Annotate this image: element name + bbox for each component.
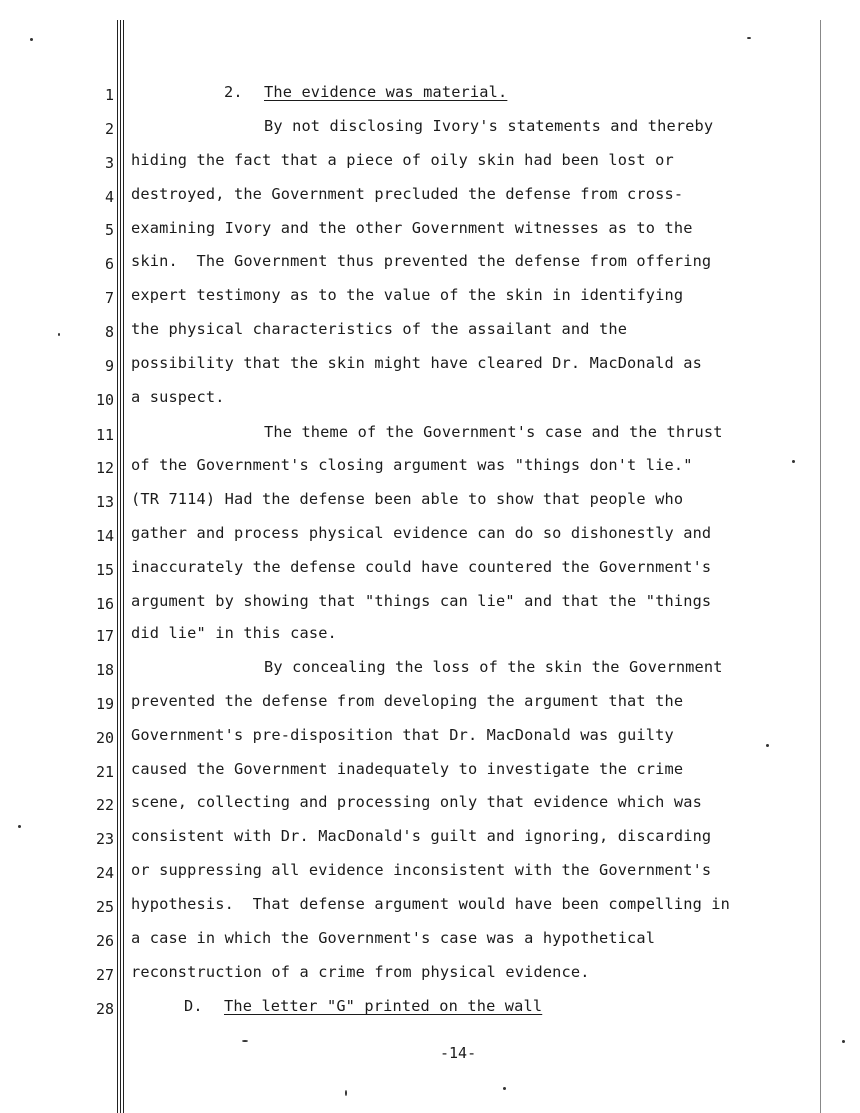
body-text-line: the physical characteristics of the assailant and the [131, 320, 628, 338]
line-number: 17 [95, 627, 114, 645]
line-number: 26 [95, 932, 114, 950]
scan-speck [842, 1040, 845, 1043]
line-number: 11 [95, 426, 114, 444]
body-text-line: By not disclosing Ivory's statements and thereby [264, 117, 714, 135]
body-text-line: (TR 7114) Had the defense been able to show that people who [131, 490, 684, 508]
body-text-line: hiding the fact that a piece of oily skin had been lost or [131, 151, 674, 169]
scan-speck [242, 1040, 248, 1042]
section-heading: The evidence was material. [264, 83, 508, 101]
line-number: 10 [95, 391, 114, 409]
scan-speck [747, 37, 751, 39]
line-number: 28 [95, 1000, 114, 1018]
line-number: 8 [104, 323, 114, 341]
section-number: 2. [224, 83, 243, 101]
line-number: 27 [95, 966, 114, 984]
line-number: 19 [95, 695, 114, 713]
line-number: 5 [104, 221, 114, 239]
line-number: 1 [104, 86, 114, 104]
line-number: 2 [104, 120, 114, 138]
line-number: 6 [104, 255, 114, 273]
line-number: 25 [95, 898, 114, 916]
line-number: 21 [95, 763, 114, 781]
body-text-line: scene, collecting and processing only that evidence which was [131, 793, 702, 811]
scan-speck [18, 825, 21, 828]
left-margin-rule [117, 20, 118, 1113]
subsection-heading: The letter "G" printed on the wall [224, 997, 543, 1015]
line-number: 9 [104, 357, 114, 375]
line-number: 13 [95, 493, 114, 511]
body-text-line: destroyed, the Government precluded the defense from cross- [131, 185, 684, 203]
body-text-line: did lie" in this case. [131, 624, 337, 642]
left-margin-rule [120, 20, 121, 1113]
line-number: 7 [104, 289, 114, 307]
scan-speck [58, 333, 60, 336]
scan-speck [503, 1087, 506, 1090]
body-text-line: argument by showing that "things can lie" and that the "things [131, 592, 712, 610]
page-number: -14- [440, 1044, 477, 1062]
line-number: 23 [95, 830, 114, 848]
line-number: 14 [95, 527, 114, 545]
body-text-line: examining Ivory and the other Government witnesses as to the [131, 219, 693, 237]
subsection-label: D. [184, 997, 203, 1015]
right-margin-rule [820, 20, 821, 1113]
line-number: 16 [95, 595, 114, 613]
line-number: 18 [95, 661, 114, 679]
body-text-line: a suspect. [131, 388, 225, 406]
body-text-line: The theme of the Government's case and the thrust [264, 423, 723, 441]
body-text-line: By concealing the loss of the skin the Government [264, 658, 723, 676]
scan-speck [792, 460, 795, 463]
body-text-line: of the Government's closing argument was "things don't lie." [131, 456, 693, 474]
line-number: 3 [104, 154, 114, 172]
line-number: 20 [95, 729, 114, 747]
body-text-line: hypothesis. That defense argument would have been compelling in [131, 895, 731, 913]
body-text-line: or suppressing all evidence inconsistent with the Government's [131, 861, 712, 879]
line-number: 4 [104, 188, 114, 206]
body-text-line: gather and process physical evidence can do so dishonestly and [131, 524, 712, 542]
body-text-line: a case in which the Government's case was a hypothetical [131, 929, 656, 947]
body-text-line: possibility that the skin might have cleared Dr. MacDonald as [131, 354, 702, 372]
body-text-line: skin. The Government thus prevented the defense from offering [131, 252, 712, 270]
line-number: 22 [95, 796, 114, 814]
body-text-line: caused the Government inadequately to investigate the crime [131, 760, 684, 778]
body-text-line: expert testimony as to the value of the skin in identifying [131, 286, 684, 304]
left-margin-rule [123, 20, 124, 1113]
line-number: 24 [95, 864, 114, 882]
body-text-line: Government's pre-disposition that Dr. MacDonald was guilty [131, 726, 674, 744]
scan-speck [766, 744, 769, 747]
body-text-line: prevented the defense from developing the argument that the [131, 692, 684, 710]
scan-speck [345, 1090, 347, 1096]
body-text-line: inaccurately the defense could have countered the Government's [131, 558, 712, 576]
line-number: 15 [95, 561, 114, 579]
scan-speck [30, 38, 33, 41]
line-number: 12 [95, 459, 114, 477]
body-text-line: reconstruction of a crime from physical evidence. [131, 963, 590, 981]
body-text-line: consistent with Dr. MacDonald's guilt and ignoring, discarding [131, 827, 712, 845]
